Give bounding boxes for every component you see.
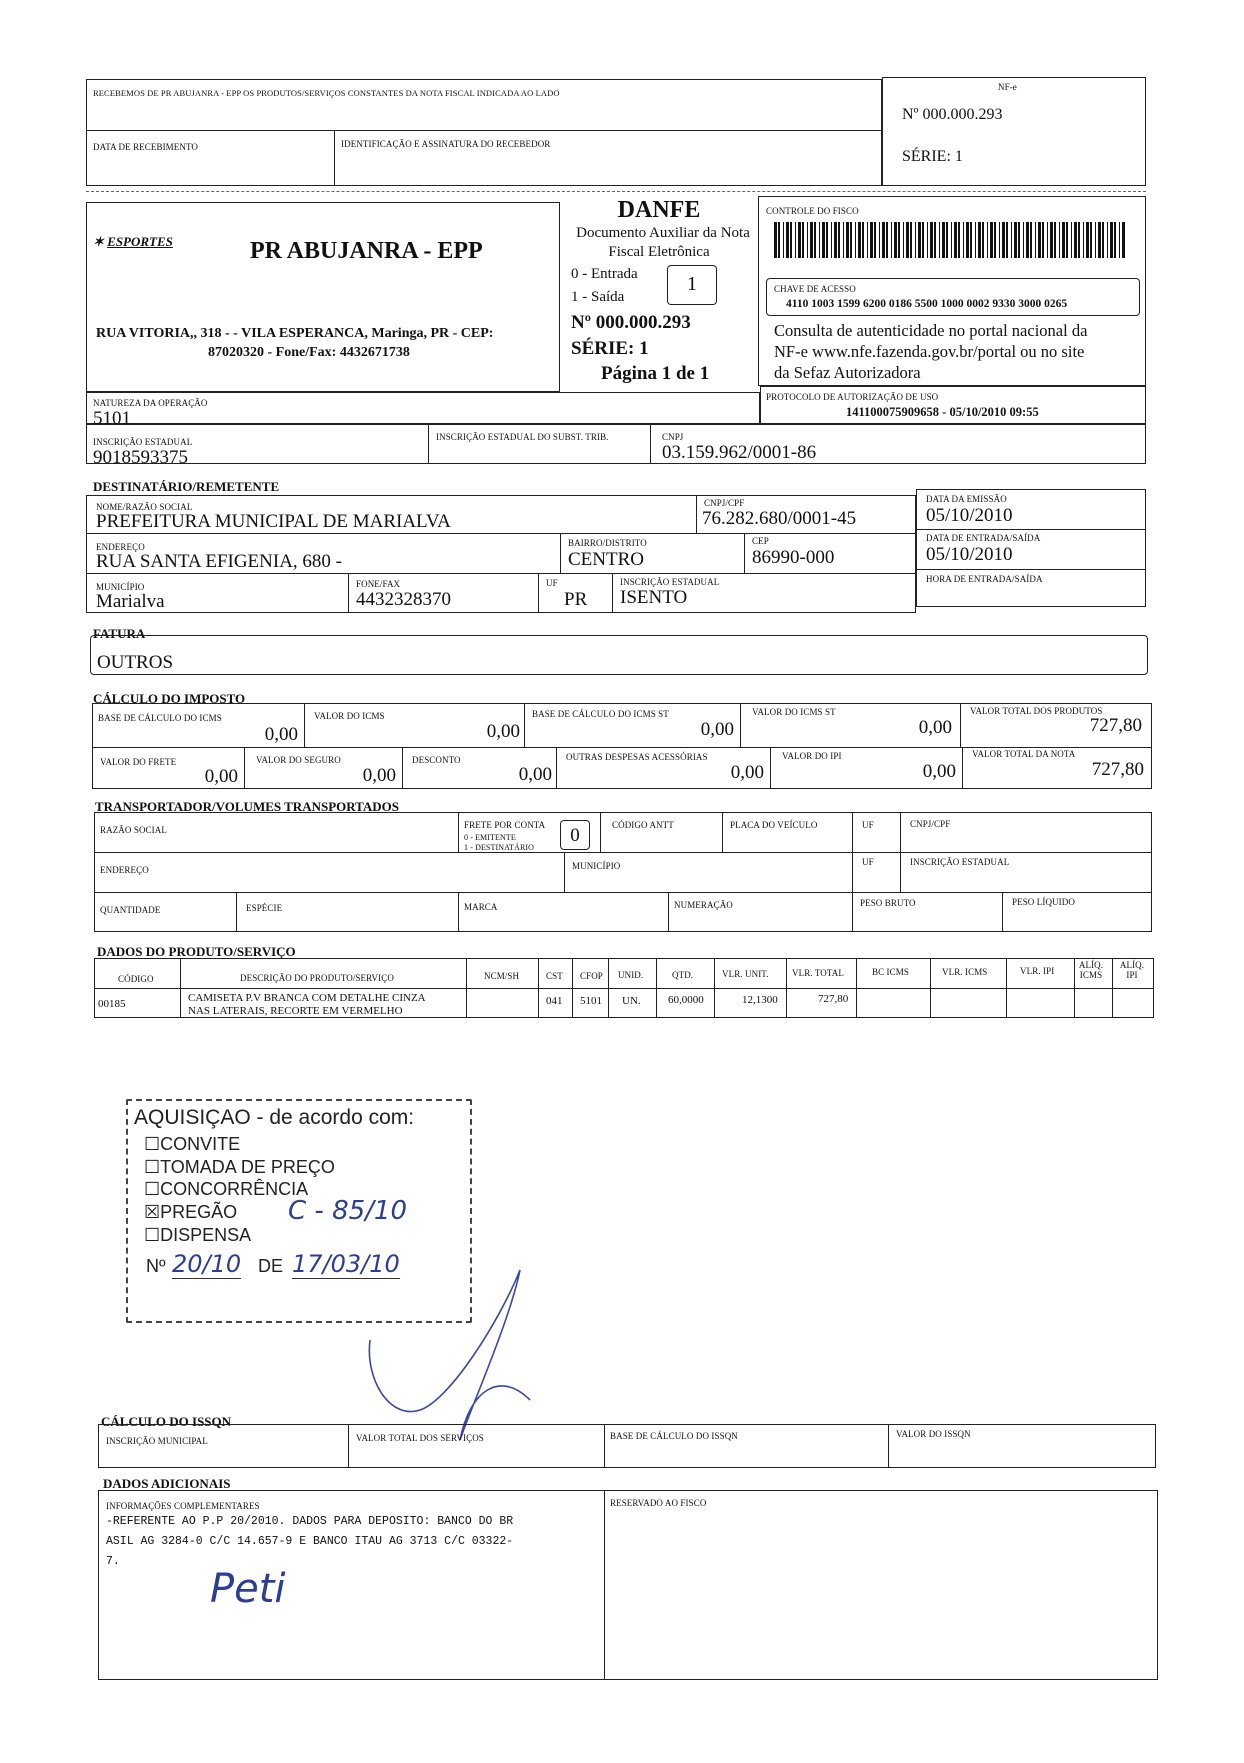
emitter-address: RUA VITORIA,, 318 - - VILA ESPERANCA, Maringa, PR - CEP: (96, 326, 494, 341)
dest-endereco-value: RUA SANTA EFIGENIA, 680 - (96, 551, 343, 572)
base-icms-label: BASE DE CÁLCULO DO ICMS (98, 713, 222, 723)
issqn-total-label: VALOR TOTAL DOS SERVIÇOS (356, 1433, 484, 1443)
frete-label: VALOR DO FRETE (100, 757, 177, 767)
dest-v3 (744, 533, 745, 573)
produtos-col-divider (572, 958, 573, 1018)
base-st-label: BASE DE CÁLCULO DO ICMS ST (532, 709, 669, 719)
dest-nome-label: NOME/RAZÃO SOCIAL (96, 502, 193, 512)
stamp-opt2-label: TOMADA DE PREÇO (160, 1157, 335, 1177)
dest-bairro-label: BAIRRO/DISTRITO (568, 538, 647, 548)
total-nota-value: 727,80 (1091, 759, 1144, 780)
transp-v7 (236, 892, 237, 932)
issqn-v3 (888, 1424, 889, 1468)
checkbox-empty-icon: ☐ (144, 1225, 161, 1245)
dest-cep-label: CEP (752, 536, 769, 546)
dest-v5 (538, 573, 539, 613)
dest-ie-value: ISENTO (620, 587, 688, 608)
fisco-controle-label: CONTROLE DO FISCO (766, 206, 859, 216)
barcode (774, 222, 1126, 258)
row-descricao2: NAS LATERAIS, RECORTE EM VERMELHO (188, 1005, 403, 1017)
row-unid: UN. (622, 995, 641, 1007)
stamp-opt3 (144, 1179, 308, 1200)
danfe-saida: 1 - Saída (571, 289, 625, 305)
col-aliq-ipi: ALÍQ. IPI (1119, 960, 1145, 980)
produtos-col-divider (656, 958, 657, 1018)
row-qtd: 60,0000 (668, 994, 704, 1006)
natureza-box (86, 392, 760, 424)
checkbox-empty-icon: ☐ (144, 1134, 161, 1154)
dest-h2 (86, 573, 916, 574)
base-st-value: 0,00 (700, 719, 734, 740)
dest-uf-value: PR (564, 589, 588, 610)
imposto-v4 (960, 703, 961, 747)
stamp-title: AQUISIÇAO - de acordo com: (134, 1106, 415, 1129)
desconto-value: 0,00 (518, 764, 552, 785)
company-logo (93, 234, 173, 250)
dest-v1 (696, 495, 697, 533)
adicionais-v (604, 1490, 605, 1680)
danfe-title: DANFE (617, 197, 701, 223)
ie-value: 9018593375 (93, 447, 188, 468)
dest-cep-value: 86990-000 (752, 547, 835, 568)
stamp-opt1-label: CONVITE (160, 1134, 241, 1154)
col-ncm: NCM/SH (484, 971, 520, 981)
transp-numeracao-label: NUMERAÇÃO (674, 900, 733, 910)
danfe-subtitle1: Documento Auxiliar da Nota (576, 225, 750, 241)
transp-frete-value: 0 (570, 825, 580, 846)
dest-dates-h2 (916, 569, 1146, 570)
imposto-section: CÁLCULO DO IMPOSTO (93, 691, 246, 706)
fatura-box (90, 635, 1148, 675)
adicionais-line1: -REFERENTE AO P.P 20/2010. DADOS PARA DEPOSITO: BANCO DO BR (106, 1515, 514, 1528)
transp-v2 (600, 812, 601, 852)
ie-st-label: INSCRIÇÃO ESTADUAL DO SUBST. TRIB. (436, 432, 609, 442)
ie-div2 (650, 424, 651, 464)
issqn-section: CÁLCULO DO ISSQN (101, 1414, 232, 1429)
valor-st-value: 0,00 (918, 717, 952, 738)
fatura-value: OUTROS (97, 652, 174, 673)
valor-icms-label: VALOR DO ICMS (314, 711, 385, 721)
produtos-col-divider (1074, 958, 1075, 1018)
transp-h2 (94, 892, 1152, 893)
base-icms-value: 0,00 (264, 724, 298, 745)
checkbox-empty-icon: ☐ (144, 1157, 161, 1177)
row-descricao1: CAMISETA P.V BRANCA COM DETALHE CINZA (188, 992, 426, 1004)
protocolo-value: 141100075909658 - 05/10/2010 09:55 (846, 405, 1039, 419)
valor-icms-value: 0,00 (486, 721, 520, 742)
issqn-base-label: BASE DE CÁLCULO DO ISSQN (610, 1431, 738, 1441)
receipt-number: Nº 000.000.293 (902, 106, 1003, 123)
col-descricao: DESCRIÇÃO DO PRODUTO/SERVIÇO (240, 973, 394, 983)
transp-endereco-label: ENDEREÇO (100, 865, 149, 875)
transp-v3 (722, 812, 723, 852)
dest-dates-h1 (916, 529, 1146, 530)
col-aliq-icms: ALÍQ. ICMS (1078, 960, 1104, 980)
dest-cnpj-value: 76.282.680/0001-45 (702, 508, 857, 529)
transp-v10 (852, 892, 853, 932)
col-qtd: QTD. (672, 970, 694, 980)
issqn-valor-label: VALOR DO ISSQN (896, 1429, 971, 1439)
stamp-no-value: 20/10 (172, 1250, 242, 1278)
danfe-tipo: 1 (687, 273, 697, 295)
total-prod-label: VALOR TOTAL DOS PRODUTOS (970, 706, 1103, 716)
issqn-v2 (604, 1424, 605, 1468)
receipt-divider (86, 130, 882, 131)
transp-municipio-label: MUNICÍPIO (572, 861, 621, 871)
stamp-de-label: DE (258, 1256, 284, 1276)
transporte-section: TRANSPORTADOR/VOLUMES TRANSPORTADOS (95, 799, 400, 814)
col-vlr-total: VLR. TOTAL (792, 968, 844, 978)
emitter-address2: 87020320 - Fone/Fax: 4432671738 (208, 345, 410, 360)
stamp-opt2 (144, 1157, 335, 1178)
emitter-cnpj-label: CNPJ (662, 432, 684, 442)
transp-peso-bruto-label: PESO BRUTO (860, 898, 916, 908)
col-vlr-icms: VLR. ICMS (942, 967, 988, 977)
produtos-col-divider (608, 958, 609, 1018)
transp-uf2-label: UF (862, 857, 874, 867)
ie-div1 (428, 424, 429, 464)
produtos-col-divider (786, 958, 787, 1018)
produtos-col-divider (930, 958, 931, 1018)
danfe-entrada: 0 - Entrada (571, 266, 638, 282)
stamp-opt3-label: CONCORRÊNCIA (160, 1179, 309, 1199)
natureza-value: 5101 (93, 408, 131, 429)
transp-antt-label: CÓDIGO ANTT (612, 820, 674, 830)
stamp-no-label: Nº (146, 1256, 166, 1276)
col-vlr-unit: VLR. UNIT. (722, 969, 769, 979)
col-unid: UNID. (618, 970, 644, 980)
receipt-sign-label: IDENTIFICAÇÃO E ASSINATURA DO RECEBEDOR (341, 139, 551, 149)
transp-ie-label: INSCRIÇÃO ESTADUAL (910, 857, 1010, 867)
logo-text: ESPORTES (107, 234, 173, 249)
produtos-col-divider (466, 958, 467, 1018)
chave-value: 4110 1003 1599 6200 0186 5500 1000 0002 9330 3000 0265 (786, 298, 1068, 310)
dest-entrada-label: DATA DE ENTRADA/SAÍDA (926, 533, 1041, 543)
produtos-header-line (94, 988, 1154, 989)
adicionais-info-label: INFORMAÇÕES COMPLEMENTARES (106, 1501, 260, 1511)
row-codigo: 00185 (98, 998, 126, 1010)
ipi-label: VALOR DO IPI (782, 751, 842, 761)
protocolo-label: PROTOCOLO DE AUTORIZAÇÃO DE USO (766, 392, 939, 402)
consulta-line1: Consulta de autenticidade no portal nacional da (774, 321, 1088, 340)
total-prod-value: 727,80 (1089, 715, 1142, 736)
checkbox-empty-icon: ☐ (144, 1179, 161, 1199)
issqn-im-label: INSCRIÇÃO MUNICIPAL (106, 1436, 208, 1446)
receipt-nfe-box (882, 77, 1146, 186)
emitter-box (86, 202, 560, 392)
desconto-label: DESCONTO (412, 755, 461, 765)
valor-st-label: VALOR DO ICMS ST (752, 707, 836, 717)
natureza-label: NATUREZA DA OPERAÇÃO (93, 398, 208, 408)
transp-v1 (458, 812, 459, 852)
dest-endereco-label: ENDEREÇO (96, 542, 145, 552)
receipt-vdivider (334, 130, 335, 186)
row-vlr-unit: 12,1300 (742, 994, 778, 1006)
stamp-hand-pregao: C - 85/10 (288, 1196, 407, 1226)
stamp-de-value: 17/03/10 (292, 1250, 400, 1278)
seguro-label: VALOR DO SEGURO (256, 755, 341, 765)
outras-value: 0,00 (730, 762, 764, 783)
transp-cnpj-label: CNPJ/CPF (910, 819, 951, 829)
transp-v4 (852, 812, 853, 892)
transp-v8 (458, 892, 459, 932)
stamp-opt1 (144, 1134, 240, 1155)
stamp-opt5-label: DISPENSA (160, 1225, 252, 1245)
receipt-nfe-label: NF-e (998, 82, 1017, 92)
transp-frete-opt1: 0 - EMITENTE (464, 833, 516, 842)
col-vlr-ipi: VLR. IPI (1020, 966, 1055, 976)
emitter-name: PR ABUJANRA - EPP (250, 238, 483, 264)
stamp-opt4-label: PREGÃO (160, 1202, 238, 1222)
fatura-section: FATURA (93, 626, 146, 641)
transp-v9 (668, 892, 669, 932)
imposto-v1 (304, 703, 305, 747)
emitter-cnpj-value: 03.159.962/0001-86 (662, 442, 817, 463)
dest-h1 (86, 533, 916, 534)
stamp-opt5 (144, 1225, 251, 1246)
transp-uf-label: UF (862, 820, 874, 830)
produtos-col-divider (856, 958, 857, 1018)
col-codigo: CÓDIGO (118, 974, 154, 984)
adicionais-signature: Peti (210, 1566, 286, 1612)
imposto-v8 (770, 747, 771, 789)
transp-placa-label: PLACA DO VEÍCULO (730, 820, 818, 830)
transp-especie-label: ESPÉCIE (246, 903, 283, 913)
seguro-value: 0,00 (362, 765, 396, 786)
checkbox-checked-icon: ☒ (144, 1202, 161, 1222)
danfe-number: Nº 000.000.293 (571, 312, 691, 333)
produtos-col-divider (1006, 958, 1007, 1018)
imposto-v7 (556, 747, 557, 789)
transp-frete-opt2: 1 - DESTINATÁRIO (464, 843, 535, 852)
row-cst: 041 (546, 995, 563, 1007)
frete-value: 0,00 (204, 766, 238, 787)
consulta-line2: NF-e www.nfe.fazenda.gov.br/portal ou no site (774, 342, 1085, 361)
dest-hora-label: HORA DE ENTRADA/SAÍDA (926, 574, 1043, 584)
dest-bairro-value: CENTRO (568, 549, 644, 570)
receipt-header: RECEBEMOS DE PR ABUJANRA - EPP OS PRODUTOS/SERVIÇOS CONSTANTES DA NOTA FISCAL INDICADA AO LADO (93, 88, 560, 98)
consulta-line3: da Sefaz Autorizadora (774, 363, 921, 382)
dest-municipio-label: MUNICÍPIO (96, 582, 145, 592)
row-cfop: 5101 (580, 995, 602, 1007)
col-bc-icms: BC ICMS (872, 967, 909, 977)
produtos-col-divider (714, 958, 715, 1018)
transp-peso-liquido-label: PESO LÍQUIDO (1012, 897, 1075, 907)
transp-quantidade-label: QUANTIDADE (100, 905, 161, 915)
transp-h1 (94, 852, 1152, 853)
row-vlr-total: 727,80 (818, 993, 849, 1005)
transp-v11 (1002, 892, 1003, 932)
ie-row-box (86, 424, 1146, 464)
produtos-col-divider (180, 958, 181, 1018)
dest-emissao-label: DATA DA EMISSÃO (926, 494, 1007, 504)
dest-v2 (560, 533, 561, 573)
dest-v6 (612, 573, 613, 613)
dest-v4 (348, 573, 349, 613)
total-nota-label: VALOR TOTAL DA NOTA (972, 749, 1076, 759)
ipi-value: 0,00 (922, 761, 956, 782)
dest-municipio-value: Marialva (96, 591, 165, 612)
receipt-serie: SÉRIE: 1 (902, 148, 963, 165)
outras-label: OUTRAS DESPESAS ACESSÓRIAS (566, 752, 708, 762)
adicionais-line2: ASIL AG 3284-0 C/C 14.657-9 E BANCO ITAU AG 3713 C/C 03322- (106, 1535, 514, 1548)
logo-icon: ✶ (93, 234, 108, 249)
danfe-subtitle2: Fiscal Eletrônica (608, 244, 710, 260)
transp-v6 (564, 852, 565, 892)
produtos-col-divider (1112, 958, 1113, 1018)
imposto-v9 (962, 747, 963, 789)
danfe-pagina: Página 1 de 1 (601, 363, 710, 384)
adicionais-section: DADOS ADICIONAIS (103, 1476, 231, 1491)
dest-nome-value: PREFEITURA MUNICIPAL DE MARIALVA (96, 511, 451, 532)
danfe-serie: SÉRIE: 1 (571, 338, 649, 359)
imposto-v3 (740, 703, 741, 747)
dest-entrada-value: 05/10/2010 (926, 544, 1013, 565)
adicionais-line3: 7. (106, 1555, 120, 1568)
chave-label: CHAVE DE ACESSO (774, 284, 856, 294)
col-cst: CST (546, 971, 563, 981)
dest-emissao-value: 05/10/2010 (926, 505, 1013, 526)
cut-line (86, 191, 1146, 192)
issqn-v1 (348, 1424, 349, 1468)
produtos-section: DADOS DO PRODUTO/SERVIÇO (97, 944, 296, 959)
imposto-h (92, 747, 1152, 748)
destinatario-section: DESTINATÁRIO/REMETENTE (93, 479, 280, 494)
dest-fone-label: FONE/FAX (356, 579, 401, 589)
transp-marca-label: MARCA (464, 902, 498, 912)
imposto-v6 (402, 747, 403, 789)
ie-label: INSCRIÇÃO ESTADUAL (93, 437, 193, 447)
stamp-opt4 (144, 1202, 237, 1223)
imposto-v5 (244, 747, 245, 789)
transp-frete-label: FRETE POR CONTA (464, 820, 546, 830)
receipt-date-label: DATA DE RECEBIMENTO (93, 142, 199, 152)
dest-fone-value: 4432328370 (356, 589, 451, 610)
dest-cnpj-label: CNPJ/CPF (704, 498, 745, 508)
produtos-col-divider (538, 958, 539, 1018)
col-cfop: CFOP (580, 971, 603, 981)
transp-razao-label: RAZÃO SOCIAL (100, 825, 167, 835)
adicionais-reservado-label: RESERVADO AO FISCO (610, 1498, 707, 1508)
transp-v5 (900, 812, 901, 892)
dest-ie-label: INSCRIÇÃO ESTADUAL (620, 577, 720, 587)
transporte-box (94, 812, 1152, 932)
imposto-v2 (524, 703, 525, 747)
dest-uf-label: UF (546, 578, 558, 588)
